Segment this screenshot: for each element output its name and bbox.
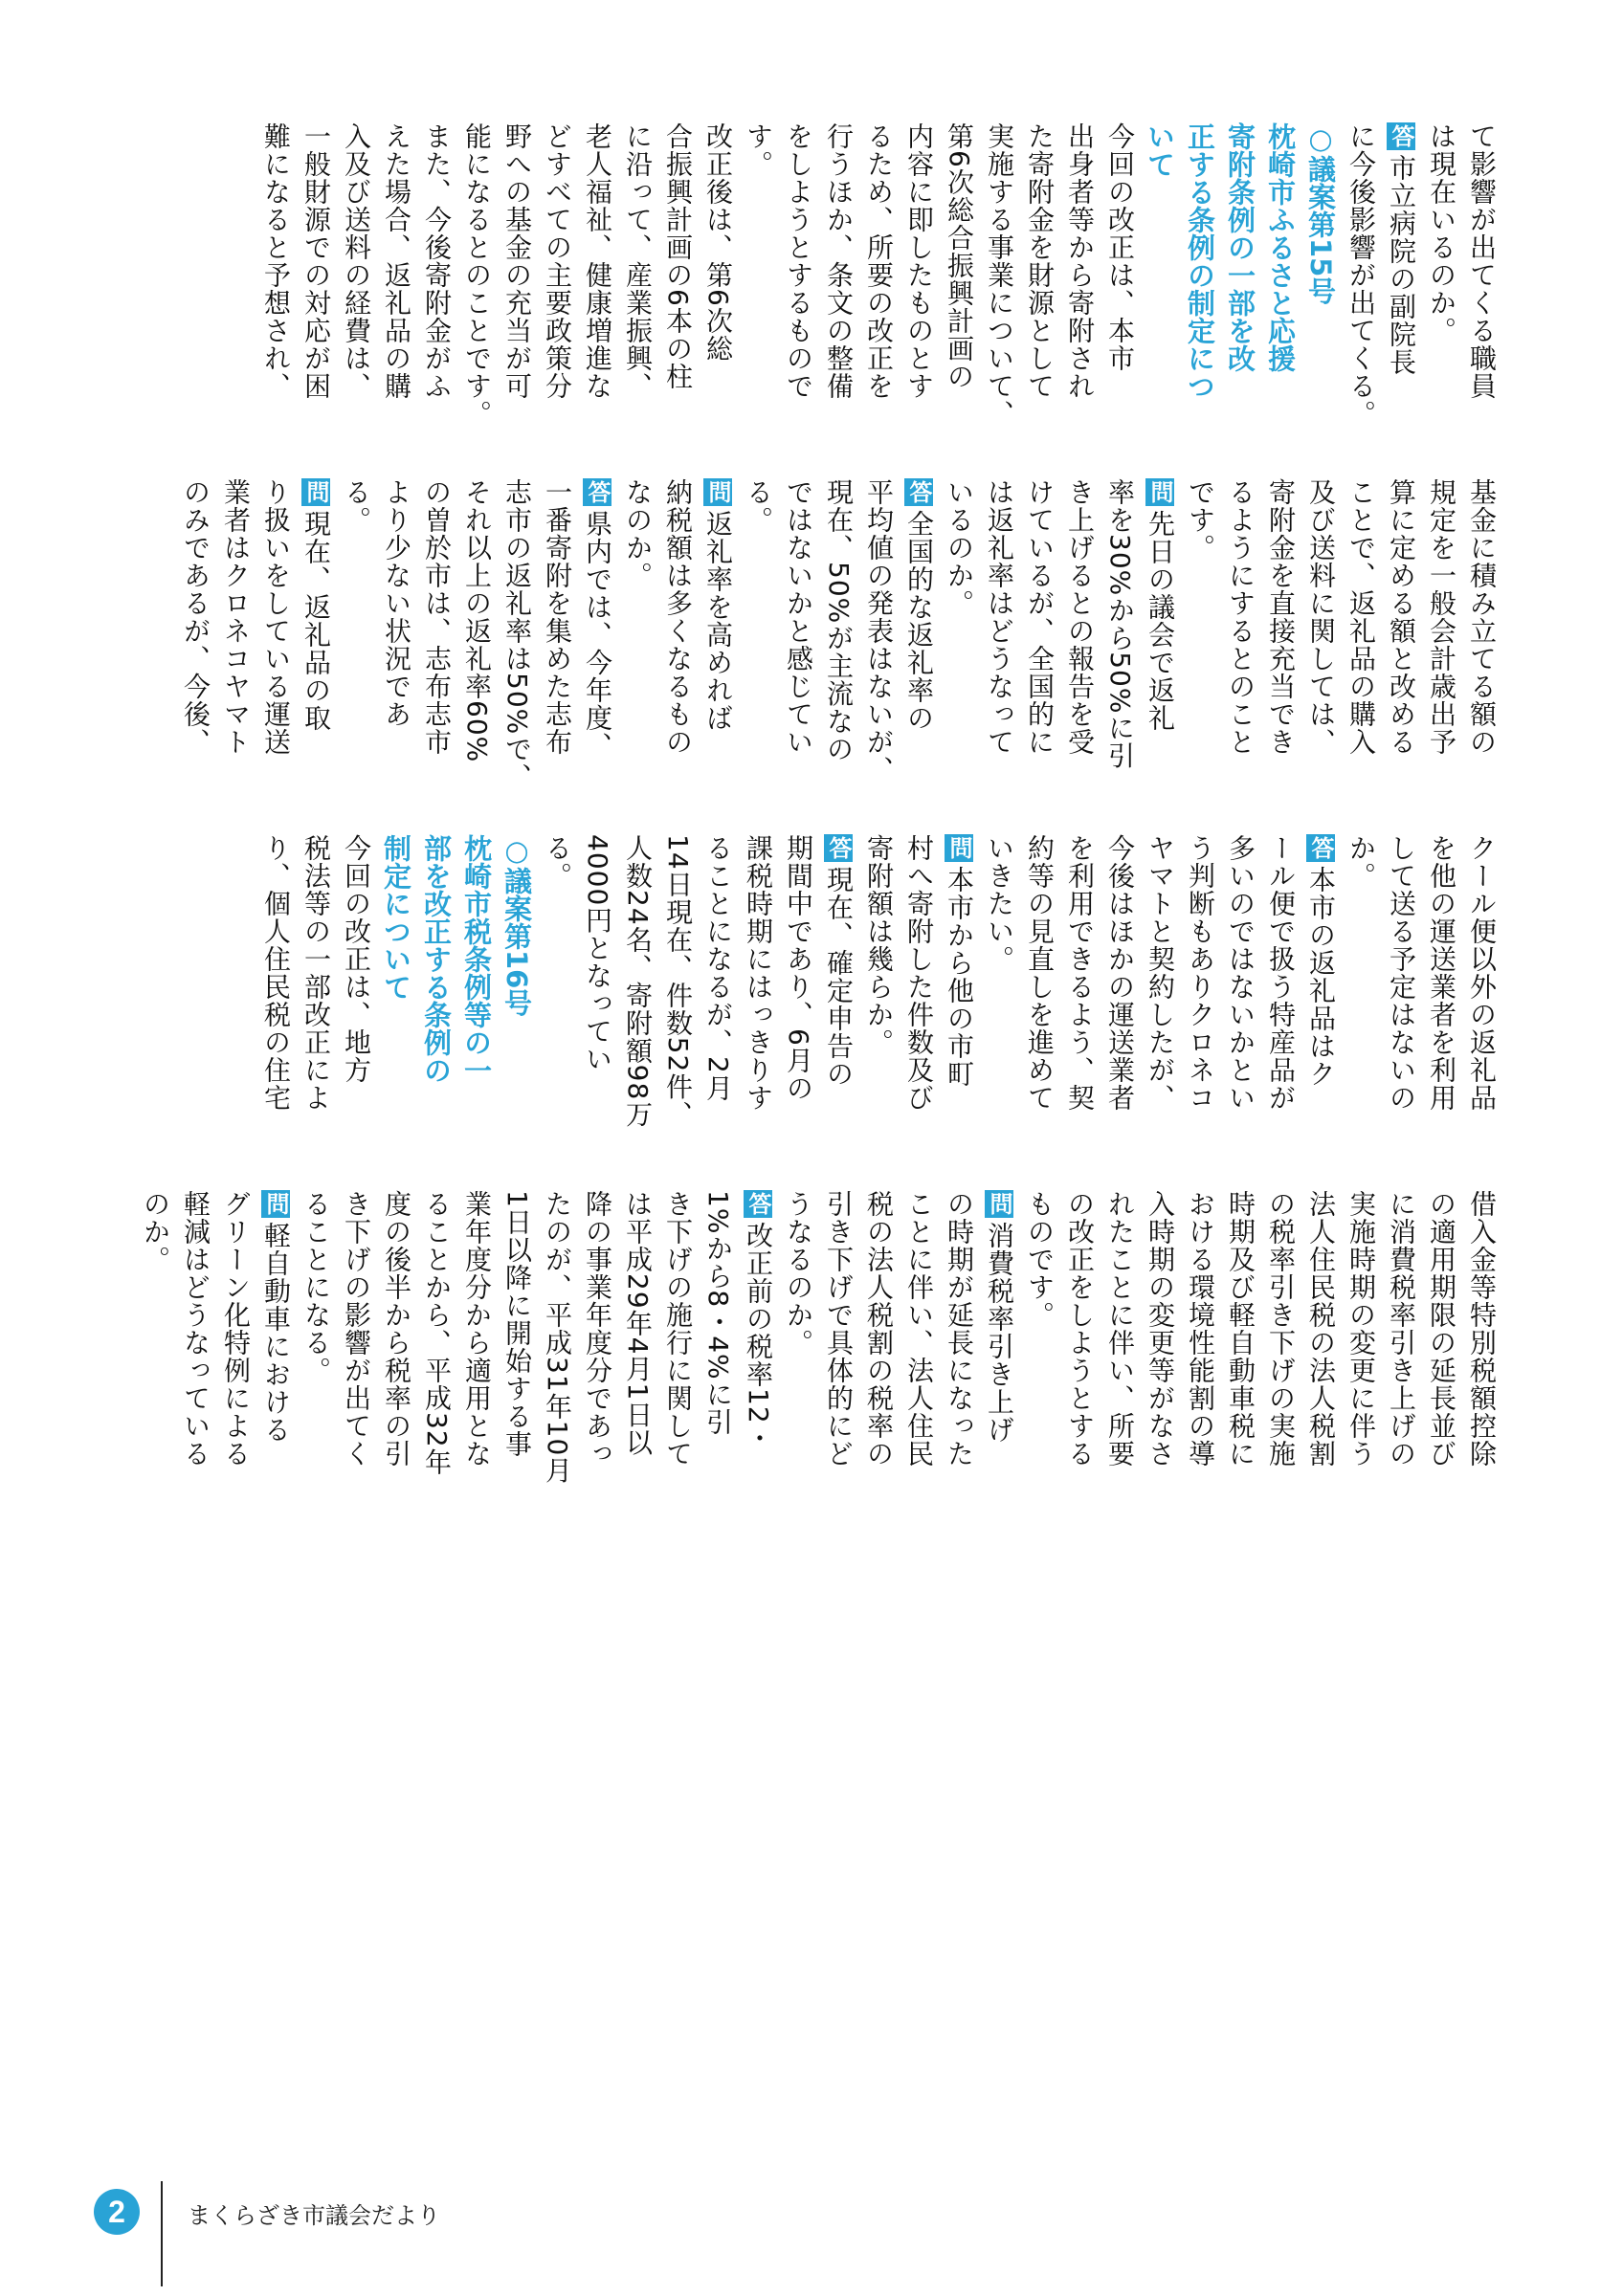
article-tier-3 <box>122 834 1501 1158</box>
article-tier-2 <box>122 478 1501 802</box>
line-text: 率を30%から50%に引 <box>1104 478 1136 770</box>
text-line <box>498 1190 536 1513</box>
answer-badge: 答 <box>1307 836 1334 860</box>
line-text: いて <box>1144 122 1176 178</box>
text-line <box>980 834 1018 1158</box>
agenda-item-heading <box>1301 122 1340 446</box>
text-line <box>176 1190 214 1513</box>
text-line <box>498 122 536 446</box>
line-text: 先日の議会で返礼 <box>1145 510 1176 732</box>
line-text: 行うほか、条文の整備 <box>823 122 855 400</box>
text-line <box>940 834 978 1158</box>
text-line <box>739 1190 777 1513</box>
text-line <box>900 122 938 446</box>
line-text: より少ない状況であ <box>381 478 412 728</box>
line-text: 一番寄附を集めた志布 <box>542 478 573 756</box>
text-line <box>1301 834 1340 1158</box>
text-line <box>1382 1190 1420 1513</box>
text-line <box>1382 834 1420 1158</box>
text-line <box>256 1190 295 1513</box>
text-line <box>256 834 295 1158</box>
agenda-item-heading <box>1141 122 1179 446</box>
text-line <box>1462 122 1501 446</box>
text-line <box>1342 834 1380 1158</box>
line-text: 業年度分から適用とな <box>461 1190 493 1468</box>
line-text: 課税時期にはっきりす <box>743 834 774 1112</box>
text-line <box>940 478 978 802</box>
text-line <box>1101 1190 1139 1513</box>
text-line <box>578 122 616 446</box>
text-line <box>1060 122 1099 446</box>
line-text: 本市から他の市町 <box>944 866 975 1088</box>
line-text: 部を改正する条例の <box>420 834 453 1084</box>
line-text: 制定について <box>380 834 412 1001</box>
line-text: 能になるとのことです。 <box>461 122 493 428</box>
line-text: のみであるが、今後、 <box>180 478 211 756</box>
text-line <box>1462 478 1501 802</box>
article-tier-1 <box>122 122 1501 446</box>
text-line <box>337 478 375 802</box>
text-line <box>1101 122 1139 446</box>
line-text: 老人福祉、健康増進な <box>582 122 613 400</box>
text-line <box>1422 834 1460 1158</box>
line-text: 枕崎市ふるさと応援 <box>1264 122 1297 372</box>
line-text: き上げるとの報告を受 <box>1064 478 1096 756</box>
line-text: 軽減はどうなっている <box>180 1190 211 1468</box>
line-text: る。 <box>341 478 372 534</box>
text-line <box>578 478 616 802</box>
text-line <box>538 834 576 1158</box>
text-line <box>1101 478 1139 802</box>
line-text: たのが、平成31年10月 <box>542 1190 573 1485</box>
line-text: 平均値の発表はないが、 <box>863 478 895 784</box>
text-line <box>1462 1190 1501 1513</box>
text-line <box>337 122 375 446</box>
line-text: 返礼率を高めれば <box>702 510 734 732</box>
line-text: か。 <box>1345 834 1377 890</box>
text-line <box>256 122 295 446</box>
agenda-item-heading <box>1221 122 1259 446</box>
line-text: 軽自動車における <box>260 1222 292 1444</box>
text-line <box>900 1190 938 1513</box>
line-text: 借入金等特別税額控除 <box>1466 1190 1498 1468</box>
text-line <box>980 122 1018 446</box>
text-line <box>136 1190 174 1513</box>
line-text: 降の事業年度分であっ <box>582 1190 613 1468</box>
line-text: クール便以外の返礼品 <box>1466 834 1498 1112</box>
text-line <box>256 478 295 802</box>
text-line <box>1462 834 1501 1158</box>
text-line <box>739 478 777 802</box>
text-line <box>1301 1190 1340 1513</box>
line-text: 寄附条例の一部を改 <box>1224 122 1256 372</box>
line-text: り、個人住民税の住宅 <box>260 834 292 1112</box>
line-text: を他の運送業者を利用 <box>1426 834 1457 1112</box>
text-line <box>980 1190 1018 1513</box>
line-text: 税法等の一部改正によ <box>300 834 332 1112</box>
text-line <box>1382 122 1420 446</box>
answer-badge: 答 <box>745 1192 771 1216</box>
text-line <box>980 478 1018 802</box>
text-line <box>859 834 898 1158</box>
line-text: り扱いをしている運送 <box>260 478 292 756</box>
line-text: 今回の改正は、地方 <box>341 834 372 1084</box>
line-text: 入及び送料の経費は、 <box>341 122 372 400</box>
text-line <box>1060 834 1099 1158</box>
text-line <box>176 478 214 802</box>
line-text: 規定を一般会計歳出予 <box>1426 478 1457 756</box>
line-text: 度の後半から税率の引 <box>381 1190 412 1468</box>
line-text: なのか。 <box>622 478 654 589</box>
line-text: 改正後は、第6次総 <box>702 122 734 363</box>
text-line <box>819 834 857 1158</box>
line-text: です。 <box>1185 478 1216 562</box>
line-text: る。 <box>743 478 774 534</box>
line-text: うなるのか。 <box>783 1190 814 1357</box>
line-text: う判断もありクロネコ <box>1185 834 1216 1112</box>
line-text: 消費税率引き上げ <box>984 1222 1015 1444</box>
line-text: ヤマトと契約したが、 <box>1145 834 1176 1112</box>
line-text: は現在いるのか。 <box>1426 122 1457 344</box>
question-badge: 問 <box>704 480 731 504</box>
text-line <box>739 122 777 446</box>
text-line <box>1422 478 1460 802</box>
text-line <box>578 834 616 1158</box>
line-text: ものです。 <box>1024 1190 1056 1329</box>
text-line <box>1020 122 1058 446</box>
line-text: 納税額は多くなるもの <box>662 478 694 756</box>
text-line <box>1141 478 1179 802</box>
line-text: 第6次総合振興計画の <box>944 122 975 390</box>
text-line <box>457 1190 496 1513</box>
line-text: 期間中であり、6月の <box>783 834 814 1102</box>
text-line <box>658 478 697 802</box>
line-text: 枕崎市税条例等の一 <box>460 834 493 1084</box>
line-text: 出身者等から寄附され <box>1064 122 1096 400</box>
text-line <box>1422 1190 1460 1513</box>
line-text: 人数24名、寄附額98万 <box>622 834 654 1129</box>
question-badge: 問 <box>262 1192 289 1216</box>
text-line <box>337 1190 375 1513</box>
line-text: 市立病院の副院長 <box>1386 154 1417 376</box>
line-text: 実施する事業について、 <box>984 122 1015 428</box>
text-line <box>498 478 536 802</box>
line-text: 今回の改正は、本市 <box>1104 122 1136 372</box>
text-line <box>900 478 938 802</box>
text-line <box>1141 834 1179 1158</box>
text-line <box>618 122 656 446</box>
line-text: 法人住民税の法人税割 <box>1305 1190 1337 1468</box>
text-line <box>297 1190 335 1513</box>
line-text: き下げの施行に関して <box>662 1190 694 1468</box>
line-text: 合振興計画の6本の柱 <box>662 122 694 390</box>
text-line <box>1020 478 1058 802</box>
line-text: は平成29年4月1日以 <box>622 1190 654 1457</box>
line-text: ることから、平成32年 <box>421 1190 453 1476</box>
line-text: ではないかと感じてい <box>783 478 814 756</box>
text-line <box>377 478 415 802</box>
text-line <box>377 122 415 446</box>
text-line <box>457 478 496 802</box>
line-text: 14日現在、件数52件、 <box>662 834 694 1129</box>
text-line <box>779 1190 817 1513</box>
text-line <box>779 478 817 802</box>
line-text: す。 <box>743 122 774 178</box>
line-text: の適用期限の延長並び <box>1426 1190 1457 1468</box>
text-line <box>859 1190 898 1513</box>
text-line <box>337 834 375 1158</box>
line-text: を利用できるよう、契 <box>1064 834 1096 1112</box>
line-text: えた場合、返礼品の購 <box>381 122 412 400</box>
text-line <box>216 1190 255 1513</box>
text-line <box>618 834 656 1158</box>
line-text: いきたい。 <box>984 834 1015 973</box>
text-line <box>699 122 737 446</box>
text-line <box>1261 834 1300 1158</box>
line-text: ることになるが、2月 <box>702 834 734 1102</box>
text-line <box>1422 122 1460 446</box>
line-text: 全国的な返礼率の <box>903 510 935 732</box>
text-line <box>618 478 656 802</box>
question-badge: 問 <box>945 836 972 860</box>
text-line <box>1261 478 1300 802</box>
line-text: 現在、返礼品の取 <box>300 510 332 732</box>
agenda-item-heading <box>457 834 496 1158</box>
line-text: 業者はクロネコヤマト <box>220 478 252 756</box>
text-line <box>216 478 255 802</box>
line-text: の税率引き下げの実施 <box>1265 1190 1297 1468</box>
text-line <box>417 1190 456 1513</box>
text-line <box>1382 478 1420 802</box>
line-text: ○議案第16号 <box>500 834 533 1017</box>
text-line <box>779 122 817 446</box>
line-text: それ以上の返礼率60% <box>461 478 493 763</box>
text-line <box>940 1190 978 1513</box>
question-badge: 問 <box>986 1192 1012 1216</box>
footer-divider <box>161 2181 163 2286</box>
line-text: れたことに伴い、所要 <box>1104 1190 1136 1468</box>
text-line <box>538 122 576 446</box>
text-line <box>658 1190 697 1513</box>
line-text: 基金に積み立てる額の <box>1466 478 1498 756</box>
line-text: 県内では、今年度、 <box>582 510 613 760</box>
text-line <box>1221 1190 1259 1513</box>
line-text: 及び送料に関しては、 <box>1305 478 1337 756</box>
text-line <box>1141 1190 1179 1513</box>
line-text: の曽於市は、志布志市 <box>421 478 453 756</box>
line-text: けているが、全国的に <box>1024 478 1056 756</box>
text-line <box>377 1190 415 1513</box>
answer-badge: 答 <box>584 480 611 504</box>
line-text: るようにするとのこと <box>1225 478 1256 756</box>
text-line <box>699 834 737 1158</box>
line-text: るため、所要の改正を <box>863 122 895 400</box>
line-text: 算に定める額と改める <box>1386 478 1417 756</box>
line-text: 内容に即したものとす <box>903 122 935 400</box>
article-tier-4 <box>122 1190 1501 1513</box>
text-line <box>739 834 777 1158</box>
line-text: て影響が出てくる職員 <box>1466 122 1498 400</box>
text-line <box>900 834 938 1158</box>
text-line <box>417 122 456 446</box>
line-text: 村へ寄附した件数及び <box>903 834 935 1112</box>
line-text: 現在、確定申告の <box>823 866 855 1088</box>
text-line <box>940 122 978 446</box>
text-line <box>1101 834 1139 1158</box>
page-number: 2 <box>94 2189 140 2235</box>
text-line <box>538 1190 576 1513</box>
line-text: 野への基金の充当が可 <box>501 122 533 400</box>
line-text: して送る予定はないの <box>1386 834 1417 1112</box>
text-line <box>1020 1190 1058 1513</box>
text-line <box>819 478 857 802</box>
text-line <box>779 834 817 1158</box>
text-line <box>578 1190 616 1513</box>
line-text: た寄附金を財源として <box>1024 122 1056 400</box>
line-text: をしようとするもので <box>783 122 814 400</box>
line-text: どすべての主要政策分 <box>542 122 573 400</box>
line-text: グリーン化特例による <box>220 1190 252 1468</box>
line-text: 多いのではないかとい <box>1225 834 1256 1112</box>
text-line <box>1060 1190 1099 1513</box>
text-line <box>658 122 697 446</box>
line-text: おける環境性能割の導 <box>1185 1190 1216 1468</box>
line-text: に消費税率引き上げの <box>1386 1190 1417 1468</box>
line-text: 志市の返礼率は50%で、 <box>501 478 533 791</box>
line-text: に今後影響が出てくる。 <box>1345 122 1377 428</box>
line-text: 税の法人税割の税率の <box>863 1190 895 1468</box>
text-line <box>1060 478 1099 802</box>
line-text: ことに伴い、法人住民 <box>903 1190 935 1468</box>
text-line <box>819 1190 857 1513</box>
line-text: 今後はほかの運送業者 <box>1104 834 1136 1112</box>
text-line <box>1342 122 1380 446</box>
text-line <box>1020 834 1058 1158</box>
line-text: き下げの影響が出てく <box>341 1190 372 1468</box>
answer-badge: 答 <box>905 480 932 504</box>
line-text: の改正をしようとする <box>1064 1190 1096 1468</box>
agenda-item-heading <box>1261 122 1300 446</box>
line-text: 4000円となってい <box>582 834 613 1073</box>
text-line <box>658 834 697 1158</box>
text-line <box>538 478 576 802</box>
line-text: 引き下げで具体的にど <box>823 1190 855 1468</box>
line-text: ○議案第15号 <box>1304 122 1337 305</box>
agenda-item-heading <box>377 834 415 1158</box>
text-line <box>297 834 335 1158</box>
publication-title: まくらざき市議会だより <box>188 2202 440 2229</box>
text-line <box>417 478 456 802</box>
text-line <box>1181 1190 1219 1513</box>
line-text: 正する条例の制定につ <box>1184 122 1216 400</box>
text-line <box>1261 1190 1300 1513</box>
text-line <box>1181 478 1219 802</box>
line-text: 1%から8・4%に引 <box>702 1190 734 1436</box>
line-text: ることになる。 <box>300 1190 332 1384</box>
text-line <box>1221 834 1259 1158</box>
line-text: 1日以降に開始する事 <box>501 1190 533 1458</box>
agenda-item-heading <box>417 834 456 1158</box>
line-text: 実施時期の変更に伴う <box>1345 1190 1377 1468</box>
line-text: 改正前の税率12・ <box>743 1222 774 1452</box>
line-text: 入時期の変更等がなさ <box>1145 1190 1176 1468</box>
text-line <box>699 1190 737 1513</box>
line-text: また、今後寄附金がふ <box>421 122 453 400</box>
agenda-item-heading <box>498 834 536 1158</box>
agenda-item-heading <box>1181 122 1219 446</box>
line-text: のか。 <box>140 1190 171 1273</box>
question-badge: 問 <box>1146 480 1173 504</box>
answer-badge: 答 <box>1388 124 1414 148</box>
text-line <box>1221 478 1259 802</box>
line-text: いるのか。 <box>944 478 975 617</box>
text-line <box>618 1190 656 1513</box>
text-line <box>819 122 857 446</box>
text-line <box>297 478 335 802</box>
text-line <box>859 478 898 802</box>
text-line <box>699 478 737 802</box>
text-line <box>1301 478 1340 802</box>
answer-badge: 答 <box>825 836 852 860</box>
line-text: ール便で扱う特産品が <box>1265 834 1297 1112</box>
text-line <box>457 122 496 446</box>
text-line <box>1342 1190 1380 1513</box>
line-text: 現在、50%が主流なの <box>823 478 855 763</box>
line-text: の時期が延長になった <box>944 1190 975 1468</box>
line-text: 本市の返礼品はク <box>1305 866 1337 1088</box>
text-line <box>1342 478 1380 802</box>
line-text: 寄附額は幾らか。 <box>863 834 895 1056</box>
line-text: は返礼率はどうなって <box>984 478 1015 756</box>
line-text: ことで、返礼品の購入 <box>1345 478 1377 756</box>
line-text: 寄附金を直接充当でき <box>1265 478 1297 756</box>
text-line <box>859 122 898 446</box>
text-line <box>1181 834 1219 1158</box>
line-text: に沿って、産業振興、 <box>622 122 654 400</box>
line-text: 一般財源での対応が困 <box>300 122 332 400</box>
question-badge: 問 <box>302 480 329 504</box>
line-text: 約等の見直しを進めて <box>1024 834 1056 1112</box>
text-line <box>297 122 335 446</box>
line-text: 難になると予想され、 <box>260 122 292 400</box>
line-text: る。 <box>542 834 573 890</box>
line-text: 時期及び軽自動車税に <box>1225 1190 1256 1468</box>
